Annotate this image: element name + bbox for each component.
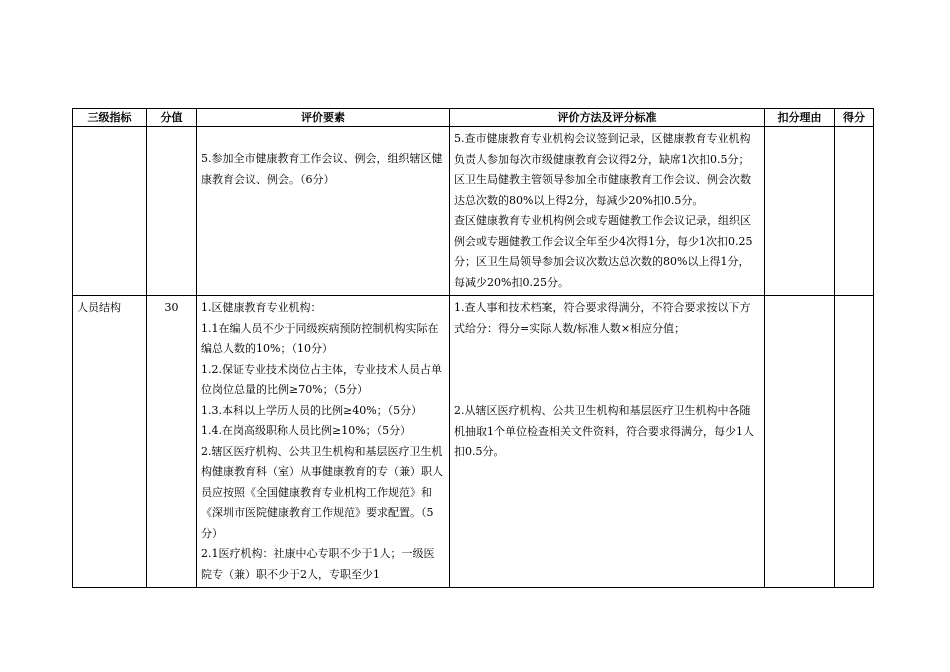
element-text: 1.2.保证专业技术岗位占主体，专业技术人员占单位岗位总量的比例≥70%；（5分） — [201, 362, 442, 396]
evaluation-table — [72, 108, 874, 588]
header-methods: 评价方法及评分标准 — [450, 109, 765, 127]
element-text: 1.4.在岗高级职称人员比例≥10%；（5分） — [201, 424, 412, 437]
element-text: 1.区健康教育专业机构： — [201, 301, 322, 314]
header-deduction-reason: 扣分理由 — [765, 109, 835, 127]
method-text: 2.从辖区医疗机构、公共卫生机构和基层医疗卫生机构中各随机抽取1个单位检查相关文件资料，符合要求得满分，每少1人扣0.5分。 — [454, 404, 754, 458]
header-score: 分值 — [147, 109, 197, 127]
table-row — [73, 127, 874, 296]
header-points: 得分 — [835, 109, 874, 127]
cell-deduction-reason — [765, 127, 835, 296]
cell-elements — [197, 296, 450, 588]
method-text: 5.查市健康教育专业机构会议签到记录，区健康教育专业机构负责人参加每次市级健康教育会议得2分，缺席1次扣0.5分；区卫生局健教主管领导参加全市健康教育工作会议、例会次数达总次数的80%以上得2分，每减少20%扣0.5分。 — [454, 132, 751, 207]
header-elements: 评价要素 — [197, 109, 450, 127]
element-text: 1.3.本科以上学历人员的比例≥40%；（5分） — [201, 403, 423, 417]
cell-points — [835, 296, 874, 588]
method-text: 查区健康教育专业机构例会或专题健教工作会议记录，组织区例会或专题健教工作会议全年至少4次得1分，每少1次扣0.25分；区卫生局领导参加会议次数达总次数的80%以上得1分，每减少20%扣0.25分。 — [454, 214, 753, 289]
cell-deduction-reason — [765, 296, 835, 588]
header-indicator: 三级指标 — [73, 109, 147, 127]
header-row — [73, 109, 874, 127]
cell-methods — [450, 296, 765, 588]
cell-indicator: 人员结构 — [73, 296, 147, 588]
element-text: 5.参加全市健康教育工作会议、例会，组织辖区健康教育会议、例会。（6分） — [201, 152, 443, 186]
cell-score: 30 — [147, 296, 197, 588]
cell-methods — [450, 127, 765, 296]
element-text: 2.1医疗机构：社康中心专职不少于1人；一级医院专（兼）职不少于2人，专职至少1 — [201, 547, 435, 581]
cell-indicator — [73, 127, 147, 296]
cell-score — [147, 127, 197, 296]
element-text: 2.辖区医疗机构、公共卫生机构和基层医疗卫生机构健康教育科（室）从事健康教育的专（兼）职人员应按照《全国健康教育专业机构工作规范》和《深圳市医院健康教育工作规范》要求配置。（5分） — [201, 444, 443, 540]
cell-points — [835, 127, 874, 296]
table-row — [73, 296, 874, 588]
element-text: 1.1在编人员不少于同级疾病预防控制机构实际在编总人数的10%；（10分） — [201, 321, 439, 355]
method-text: 1.查人事和技术档案，符合要求得满分，不符合要求按以下方式给分：得分=实际人数/标准人数×相应分值； — [454, 301, 751, 335]
cell-elements — [197, 127, 450, 296]
